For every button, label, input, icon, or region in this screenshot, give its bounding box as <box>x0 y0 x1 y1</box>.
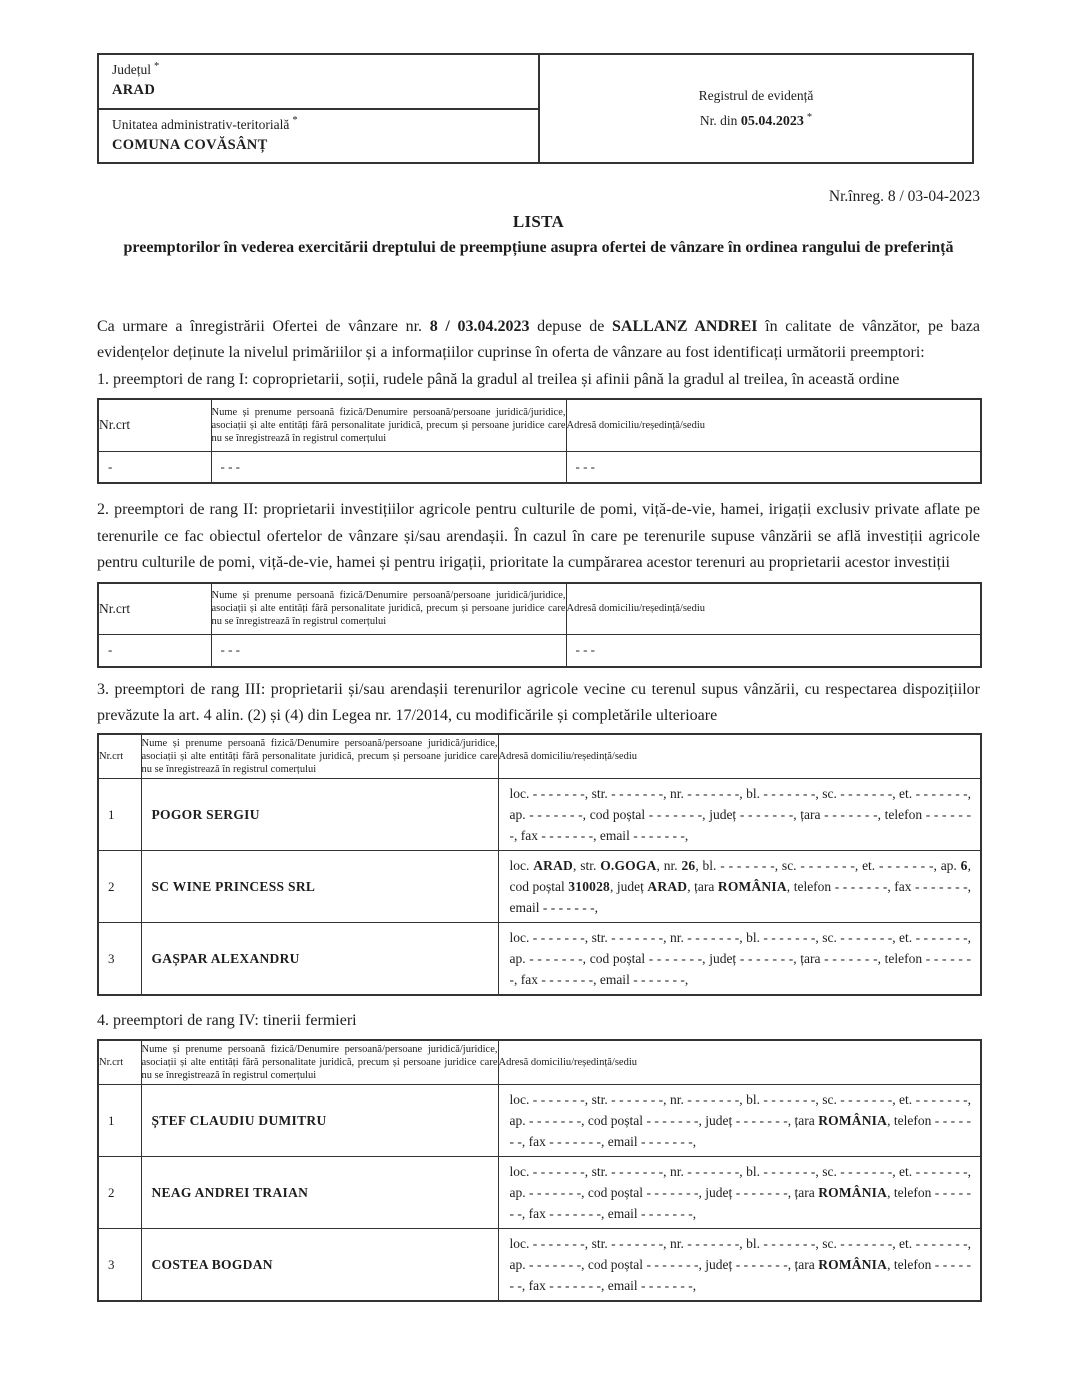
name-column-header: Nume și prenume persoană fizică/Denumire persoană/persoane juridică/juridice, asociații și alte entități fără personalitate juridică, precum și persoane juridice care nu se înregistrează în registrul comerțului <box>141 734 498 779</box>
table-header-row <box>98 399 981 451</box>
registru-box <box>538 53 974 164</box>
registration-number-line: Nr.înreg. 8 / 03-04-2023 <box>828 188 980 205</box>
uat-box <box>99 108 538 163</box>
table-header-row <box>98 734 981 779</box>
name-cell: POGOR SERGIU <box>141 779 498 851</box>
judet-box <box>99 55 538 108</box>
registru-date: 05.04.2023 <box>740 114 804 129</box>
section-1-heading: 1. preemptori de rang I: coproprietarii, soții, rudele până la gradul al treilea și afinii până la gradul al treilea, în această ordine <box>97 370 900 388</box>
address-column-header: Adresă domiciliu/reședință/sediu <box>566 583 981 635</box>
registru-asterisk: * <box>806 111 813 123</box>
nr-column-header: Nr.crt <box>98 1040 141 1085</box>
nr-cell: 2 <box>98 1157 141 1229</box>
nr-cell: 3 <box>98 1229 141 1302</box>
nr-column-header: Nr.crt <box>98 583 211 635</box>
section-3-heading: 3. preemptori de rang III: proprietarii și/sau arendașii terenurilor agricole vecine cu terenul supus vânzării, cu respectarea dispozițiilor prevăzute la art. 4 alin. (2) și (4) din Legea nr. 17/2014, cu modificările și completările ulterioare <box>97 680 980 724</box>
nr-cell: 3 <box>98 923 141 996</box>
table-row <box>98 923 981 996</box>
nr-cell: - <box>98 451 211 483</box>
uat-label: Unitatea administrativ-teritorială <box>112 116 290 132</box>
name-column-header: Nume și prenume persoană fizică/Denumire persoană/persoane juridică/juridice, asociații și alte entități fără personalitate juridică, precum și persoane juridice care nu se înregistrează în registrul comerțului <box>141 1040 498 1085</box>
judet-label: Județul <box>112 62 151 77</box>
seller-name: SALLANZ ANDREI <box>612 317 758 335</box>
table-header-row <box>98 1040 981 1085</box>
uat-label-line <box>112 117 525 133</box>
address-cell: loc. - - - - - - -, str. - - - - - - -, nr. - - - - - - -, bl. - - - - - - -, sc. - - - - - - -, et. - - - - - - -, ap. - - - - - - -, cod poștal - - - - - - -, județ - - - - - - -, țara ROMÂNIA, telefon - - - - - - -, fax - - - - - - -, email - - - - - - -, <box>498 1229 981 1302</box>
document-title: LISTA <box>512 212 565 231</box>
table-row <box>98 1085 981 1157</box>
table-row <box>98 1229 981 1302</box>
name-cell: NEAG ANDREI TRAIAN <box>141 1157 498 1229</box>
address-cell: loc. - - - - - - -, str. - - - - - - -, nr. - - - - - - -, bl. - - - - - - -, sc. - - - - - - -, et. - - - - - - -, ap. - - - - - - -, cod poștal - - - - - - -, județ - - - - - - -, țara ROMÂNIA, telefon - - - - - - -, fax - - - - - - -, email - - - - - - -, <box>498 1157 981 1229</box>
address-column-header: Adresă domiciliu/reședință/sediu <box>498 734 981 779</box>
name-cell: GAȘPAR ALEXANDRU <box>141 923 498 996</box>
name-cell: ȘTEF CLAUDIU DUMITRU <box>141 1085 498 1157</box>
table-row <box>98 451 981 483</box>
header-boxes <box>97 53 980 164</box>
judet-asterisk: * <box>154 60 160 72</box>
address-cell: loc. - - - - - - -, str. - - - - - - -, nr. - - - - - - -, bl. - - - - - - -, sc. - - - - - - -, et. - - - - - - -, ap. - - - - - - -, cod poștal - - - - - - -, județ - - - - - - -, țara - - - - - - -, telefon - - - - - - -, fax - - - - - - -, email - - - - - - -, <box>498 923 981 996</box>
address-column-header: Adresă domiciliu/reședință/sediu <box>566 399 981 451</box>
address-column-header: Adresă domiciliu/reședință/sediu <box>498 1040 981 1085</box>
section-4-table <box>97 1039 982 1303</box>
section-2-table <box>97 582 982 668</box>
table-row <box>98 779 981 851</box>
name-cell: COSTEA BOGDAN <box>141 1229 498 1302</box>
name-cell: SC WINE PRINCESS SRL <box>141 851 498 923</box>
table-header-row <box>98 583 981 635</box>
offer-number: 8 / 03.04.2023 <box>429 317 530 335</box>
judet-value: ARAD <box>112 82 156 98</box>
table-row <box>98 1157 981 1229</box>
name-column-header: Nume și prenume persoană fizică/Denumire persoană/persoane juridică/juridice, asociații și alte entități fără personalitate juridică, precum și persoane juridice care nu se înregistrează în registrul comerțului <box>211 399 566 451</box>
address-cell: - - - <box>566 451 981 483</box>
document-subtitle: preemptorilor în vederea exercitării dreptului de preempțiune asupra ofertei de vânzare în ordinea rangului de preferință <box>123 239 954 256</box>
intro-paragraph <box>97 314 980 367</box>
intro-text-2: depuse de <box>529 317 612 335</box>
nr-cell: 2 <box>98 851 141 923</box>
address-cell: loc. - - - - - - -, str. - - - - - - -, nr. - - - - - - -, bl. - - - - - - -, sc. - - - - - - -, et. - - - - - - -, ap. - - - - - - -, cod poștal - - - - - - -, județ - - - - - - -, țara ROMÂNIA, telefon - - - - - - -, fax - - - - - - -, email - - - - - - -, <box>498 1085 981 1157</box>
nr-cell: 1 <box>98 779 141 851</box>
uat-value: COMUNA COVĂSÂNȚ <box>112 136 268 153</box>
name-cell: - - - <box>211 451 566 483</box>
intro-text-3: în calitate de vânzător, pe baza evidențelor deținute la nivelul primăriilor și a informațiilor cuprinse în oferta de vânzare au fost identificați următorii preemptori: <box>97 317 981 361</box>
table-row <box>98 851 981 923</box>
section-4-heading: 4. preemptori de rang IV: tinerii fermieri <box>97 1012 357 1029</box>
address-cell: loc. ARAD, str. O.GOGA, nr. 26, bl. - - - - - - -, sc. - - - - - - -, et. - - - - - - -, ap. 6, cod poștal 310028, județ ARAD, țara ROMÂNIA, telefon - - - - - - -, fax - - - - - - -, email - - - - - - -, <box>498 851 981 923</box>
left-header-box <box>97 53 540 164</box>
table-row <box>98 635 981 667</box>
section-1-table <box>97 398 982 484</box>
nr-column-header: Nr.crt <box>98 734 141 779</box>
nr-cell: - <box>98 635 211 667</box>
nr-cell: 1 <box>98 1085 141 1157</box>
registru-title: Registrul de evidență <box>698 88 814 103</box>
section-2-heading: 2. preemptori de rang II: proprietarii investițiilor agricole pentru culturile de pomi, viță-de-vie, hamei, irigații exclusiv private aflate pe terenurile ce fac obiectul ofertelor de vânzare și/sau arendașii. În cazul în care pe terenurile supuse vânzării se află investiții agricole pentru culturile de pomi, viță-de-vie, hamei și pentru irigații, prioritate la cumpărarea acestor terenuri au proprietarii acestor investiții <box>97 501 980 571</box>
address-cell: - - - <box>566 635 981 667</box>
address-cell: loc. - - - - - - -, str. - - - - - - -, nr. - - - - - - -, bl. - - - - - - -, sc. - - - - - - -, et. - - - - - - -, ap. - - - - - - -, cod poștal - - - - - - -, județ - - - - - - -, țara - - - - - - -, telefon - - - - - - -, fax - - - - - - -, email - - - - - - -, <box>498 779 981 851</box>
name-column-header: Nume și prenume persoană fizică/Denumire persoană/persoane juridică/juridice, asociații și alte entități fără personalitate juridică, precum și persoane juridice care nu se înregistrează în registrul comerțului <box>211 583 566 635</box>
registru-number-line <box>700 108 812 134</box>
judet-label-line <box>112 62 525 78</box>
name-cell: - - - <box>211 635 566 667</box>
section-3-table <box>97 733 982 997</box>
uat-asterisk: * <box>292 115 298 126</box>
registru-prefix: Nr. din <box>699 113 741 128</box>
intro-text-1: Ca urmare a înregistrării Ofertei de vânzare nr. <box>97 317 430 335</box>
nr-column-header: Nr.crt <box>98 399 211 451</box>
